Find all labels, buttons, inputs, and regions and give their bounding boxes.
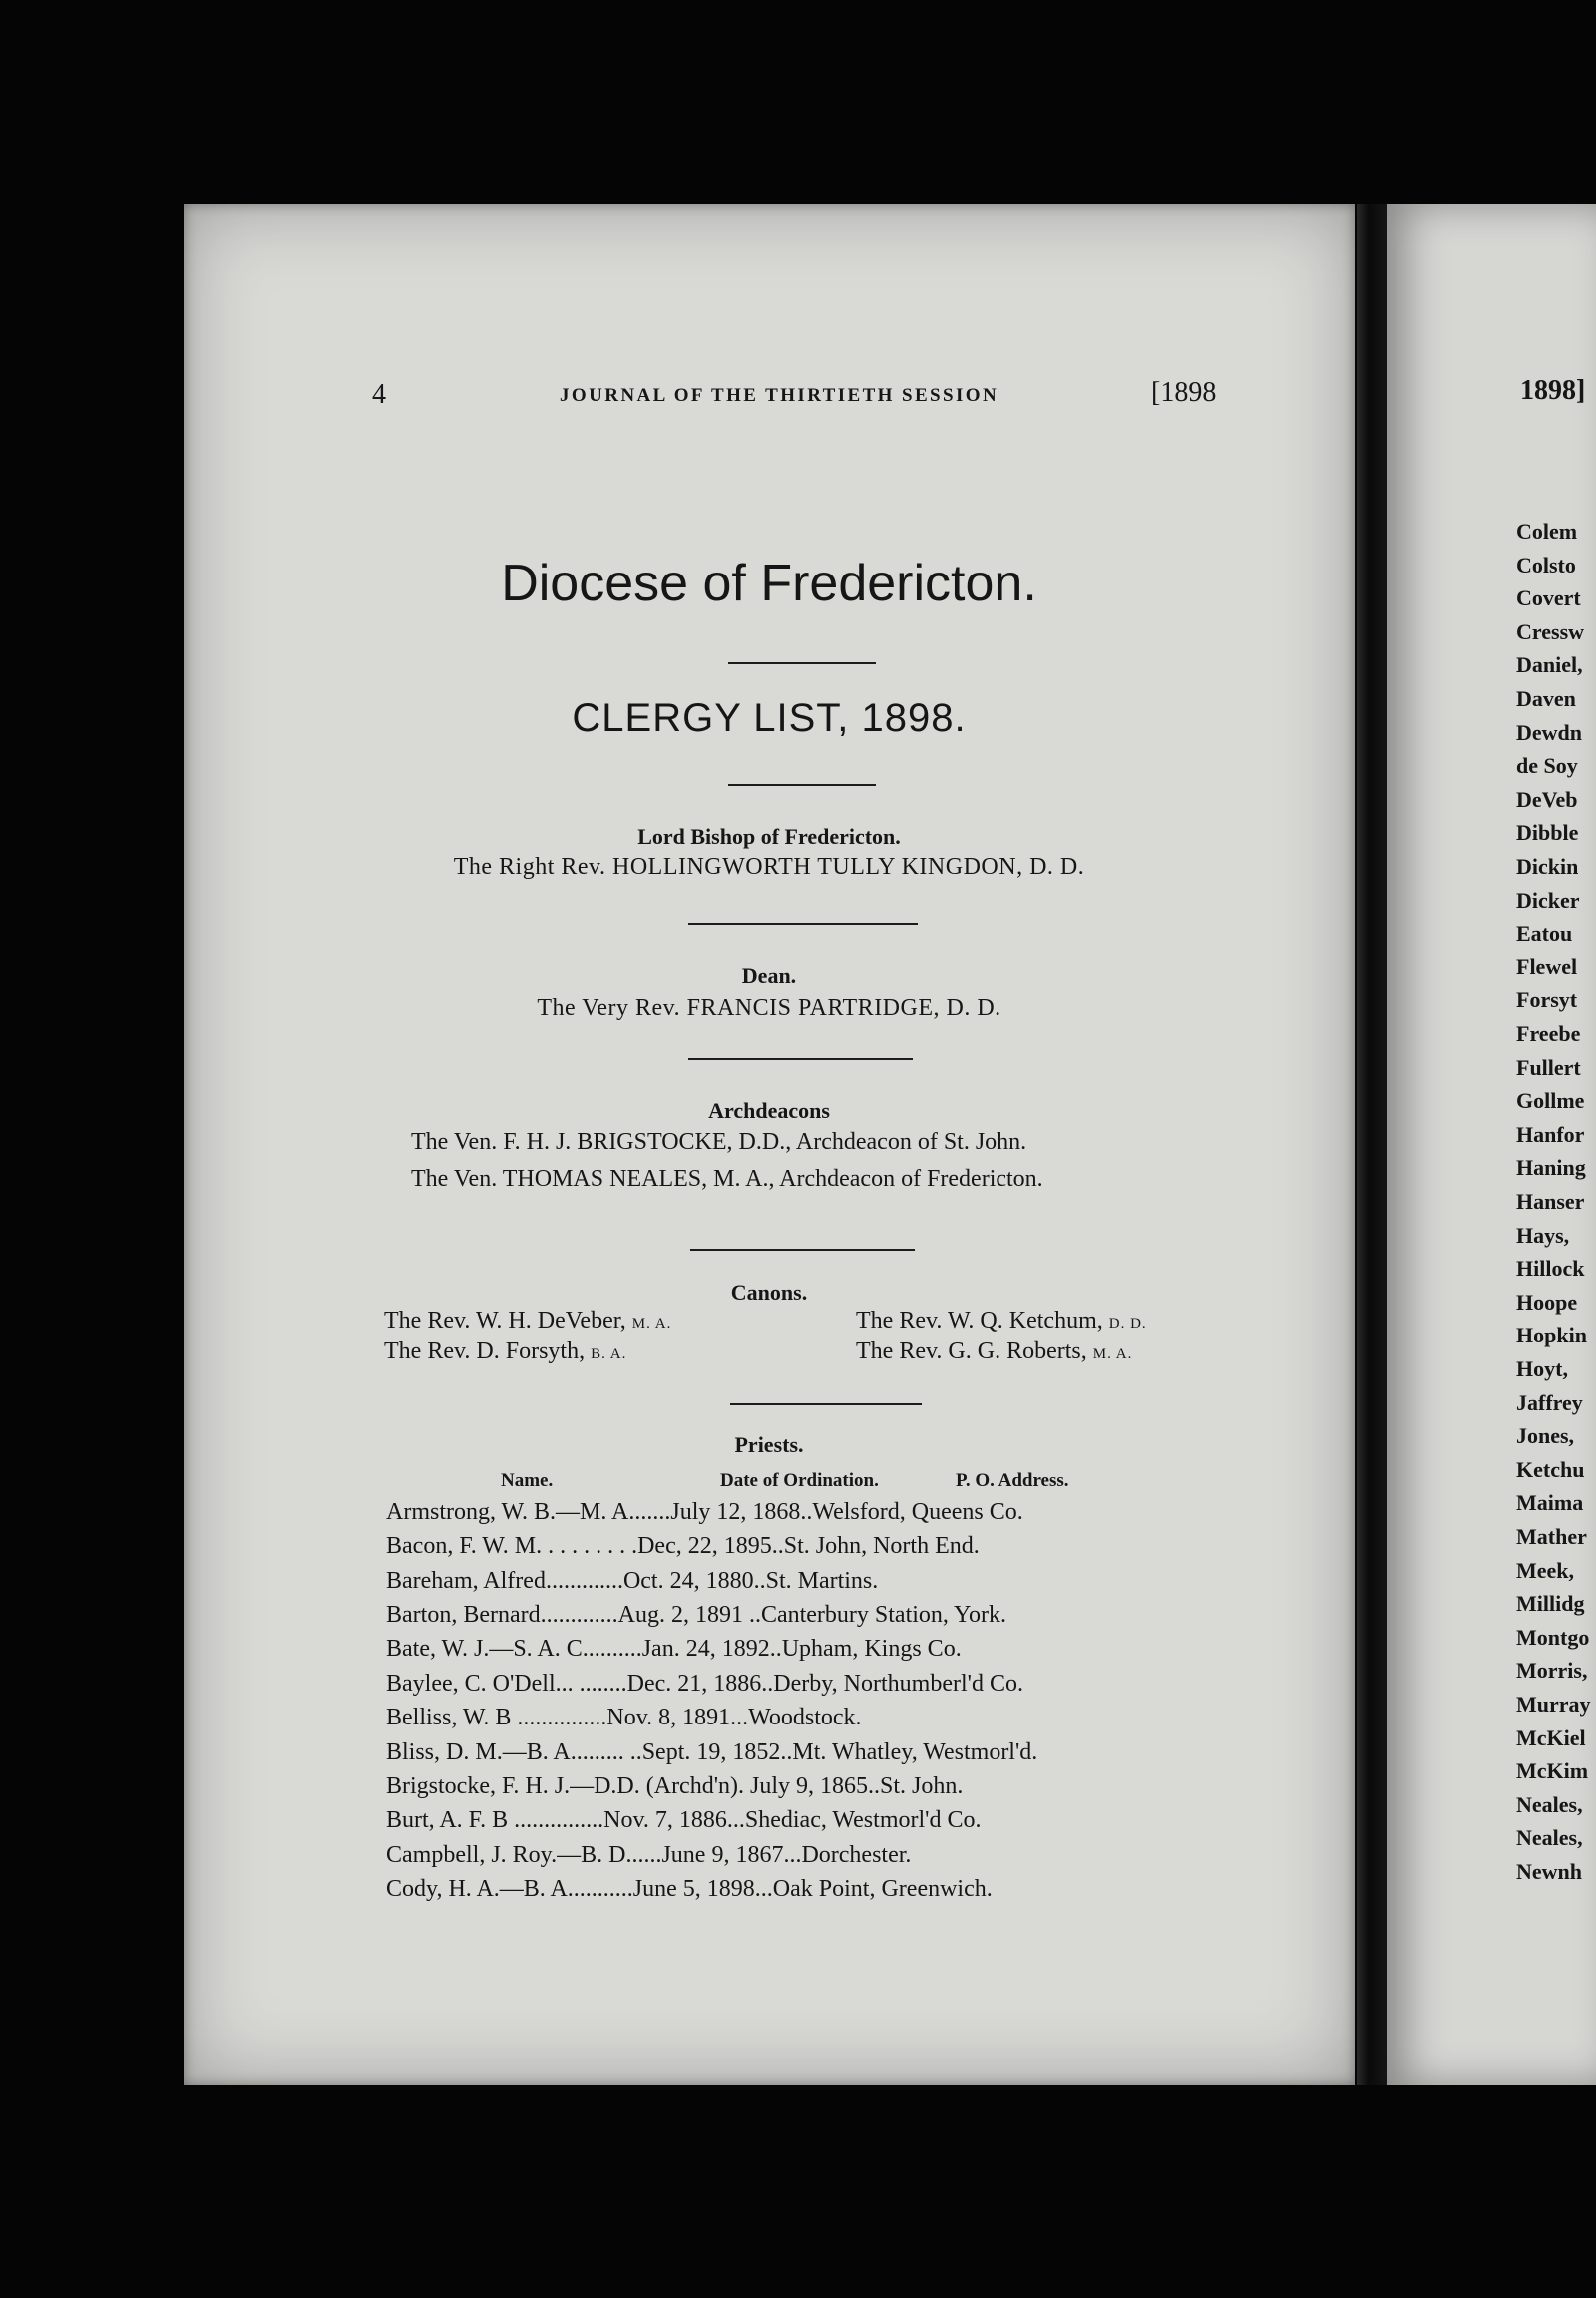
canons-heading: Canons. — [730, 1280, 808, 1305]
priest-row: Campbell, J. Roy.—B. D......June 9, 1867...Dorchester. — [386, 1842, 912, 1868]
facing-page-name: Hopkin — [1516, 1323, 1587, 1348]
archdeacon-line: The Ven. F. H. J. BRIGSTOCKE, D.D., Archdeacon of St. John. — [411, 1129, 1027, 1155]
facing-page-name: McKiel — [1516, 1724, 1586, 1750]
facing-page-name: Jones, — [1516, 1423, 1575, 1449]
facing-page-name: de Soy — [1516, 753, 1578, 779]
facing-page-name: Eatou — [1516, 921, 1573, 947]
canon-entry: The Rev. D. Forsyth, B. A. — [384, 1339, 627, 1364]
facing-page-name: Freebe — [1516, 1021, 1581, 1046]
facing-page-year: 1898] — [1520, 375, 1586, 406]
facing-page-name: Forsyt — [1516, 987, 1578, 1013]
facing-page-name: Murray — [1516, 1692, 1591, 1717]
priests-heading: Priests. — [734, 1432, 804, 1457]
facing-page-name: Hanfor — [1516, 1121, 1585, 1147]
facing-page-name: Newnh — [1516, 1859, 1583, 1884]
page-number: 4 — [372, 379, 386, 410]
book-gutter — [1357, 204, 1387, 2085]
priest-row: Armstrong, W. B.—M. A.......July 12, 1868..Welsford, Queens Co. — [386, 1499, 1023, 1525]
facing-page-name: Dibble — [1516, 820, 1579, 846]
facing-page-name: Fullert — [1516, 1054, 1581, 1080]
divider — [730, 1403, 922, 1405]
facing-page-name: Mather — [1516, 1524, 1587, 1549]
dean-heading: Dean. — [741, 963, 797, 988]
priest-row: Brigstocke, F. H. J.—D.D. (Archd'n). July 9, 1865..St. John. — [386, 1773, 964, 1799]
facing-page-name: Colsto — [1516, 552, 1576, 577]
facing-page-name: Hays, — [1516, 1222, 1570, 1248]
column-header-address: P. O. Address. — [956, 1470, 1069, 1491]
facing-page-name: McKim — [1516, 1758, 1589, 1784]
facing-page-name: Hillock — [1516, 1256, 1585, 1282]
priest-row: Baylee, C. O'Dell... ........Dec. 21, 1886..Derby, Northumberl'd Co. — [386, 1671, 1023, 1697]
facing-page-name: Hanser — [1516, 1189, 1585, 1214]
archdeacons-heading: Archdeacons — [708, 1098, 830, 1123]
column-header-name: Name. — [501, 1470, 554, 1491]
facing-page-name: DeVeb — [1516, 786, 1578, 812]
canon-entry: The Rev. W. Q. Ketchum, D. D. — [856, 1308, 1147, 1334]
priest-row: Burt, A. F. B ...............Nov. 7, 1886...Shediac, Westmorl'd Co. — [386, 1807, 982, 1833]
facing-page-name: Morris, — [1516, 1658, 1588, 1684]
divider — [690, 1249, 915, 1251]
priest-row: Belliss, W. B ...............Nov. 8, 1891...Woodstock. — [386, 1705, 862, 1730]
canon-entry: The Rev. G. G. Roberts, M. A. — [856, 1339, 1133, 1364]
facing-page-name: Covert — [1516, 585, 1581, 611]
facing-page-name: Haning — [1516, 1155, 1586, 1181]
divider — [728, 784, 876, 786]
priest-row: Bacon, F. W. M. . . . . . . . .Dec, 22, 1895..St. John, North End. — [386, 1533, 980, 1559]
facing-page-name: Neales, — [1516, 1825, 1583, 1851]
divider — [728, 662, 876, 664]
facing-page-name: Jaffrey — [1516, 1389, 1583, 1415]
canon-entry: The Rev. W. H. DeVeber, M. A. — [384, 1308, 672, 1334]
priest-row: Barton, Bernard.............Aug. 2, 1891 ..Canterbury Station, York. — [386, 1602, 1006, 1628]
facing-page-name: Cressw — [1516, 618, 1585, 644]
facing-page-name: Maima — [1516, 1490, 1584, 1516]
running-title: JOURNAL OF THE THIRTIETH SESSION — [560, 385, 999, 406]
facing-page-name: Meek, — [1516, 1557, 1575, 1583]
priest-row: Cody, H. A.—B. A...........June 5, 1898...Oak Point, Greenwich. — [386, 1876, 993, 1902]
facing-page-name: Neales, — [1516, 1791, 1583, 1817]
facing-page-name: Dicker — [1516, 887, 1580, 913]
facing-page-name: Ketchu — [1516, 1456, 1585, 1482]
running-year: [1898 — [1151, 377, 1217, 408]
divider — [688, 923, 918, 925]
bishop-heading: Lord Bishop of Fredericton. — [637, 824, 901, 849]
subtitle: CLERGY LIST, 1898. — [572, 696, 967, 740]
priest-row: Bliss, D. M.—B. A......... ..Sept. 19, 1852..Mt. Whatley, Westmorl'd. — [386, 1739, 1038, 1765]
facing-page-name: Daniel, — [1516, 652, 1583, 678]
facing-page-name: Gollme — [1516, 1088, 1585, 1114]
facing-page-name: Daven — [1516, 686, 1576, 711]
facing-page-name: Dickin — [1516, 854, 1579, 879]
priest-row: Bate, W. J.—S. A. C..........Jan. 24, 1892..Upham, Kings Co. — [386, 1636, 962, 1662]
archdeacon-line: The Ven. THOMAS NEALES, M. A., Archdeacon of Fredericton. — [411, 1166, 1043, 1192]
dean-name: The Very Rev. FRANCIS PARTRIDGE, D. D. — [537, 995, 1001, 1021]
facing-page-name: Hoope — [1516, 1289, 1578, 1315]
bishop-name: The Right Rev. HOLLINGWORTH TULLY KINGDON, D. D. — [453, 854, 1085, 880]
divider — [688, 1058, 913, 1060]
facing-page-name: Flewel — [1516, 954, 1578, 979]
facing-page-name: Montgo — [1516, 1624, 1590, 1650]
priest-row: Bareham, Alfred.............Oct. 24, 1880..St. Martins. — [386, 1568, 879, 1594]
column-header-date: Date of Ordination. — [720, 1470, 879, 1491]
facing-page-name: Hoyt, — [1516, 1356, 1568, 1381]
doc-title: Diocese of Fredericton. — [501, 555, 1037, 612]
facing-page-name: Colem — [1516, 519, 1578, 544]
facing-page-name: Millidg — [1516, 1591, 1585, 1617]
facing-page-name: Dewdn — [1516, 719, 1583, 745]
